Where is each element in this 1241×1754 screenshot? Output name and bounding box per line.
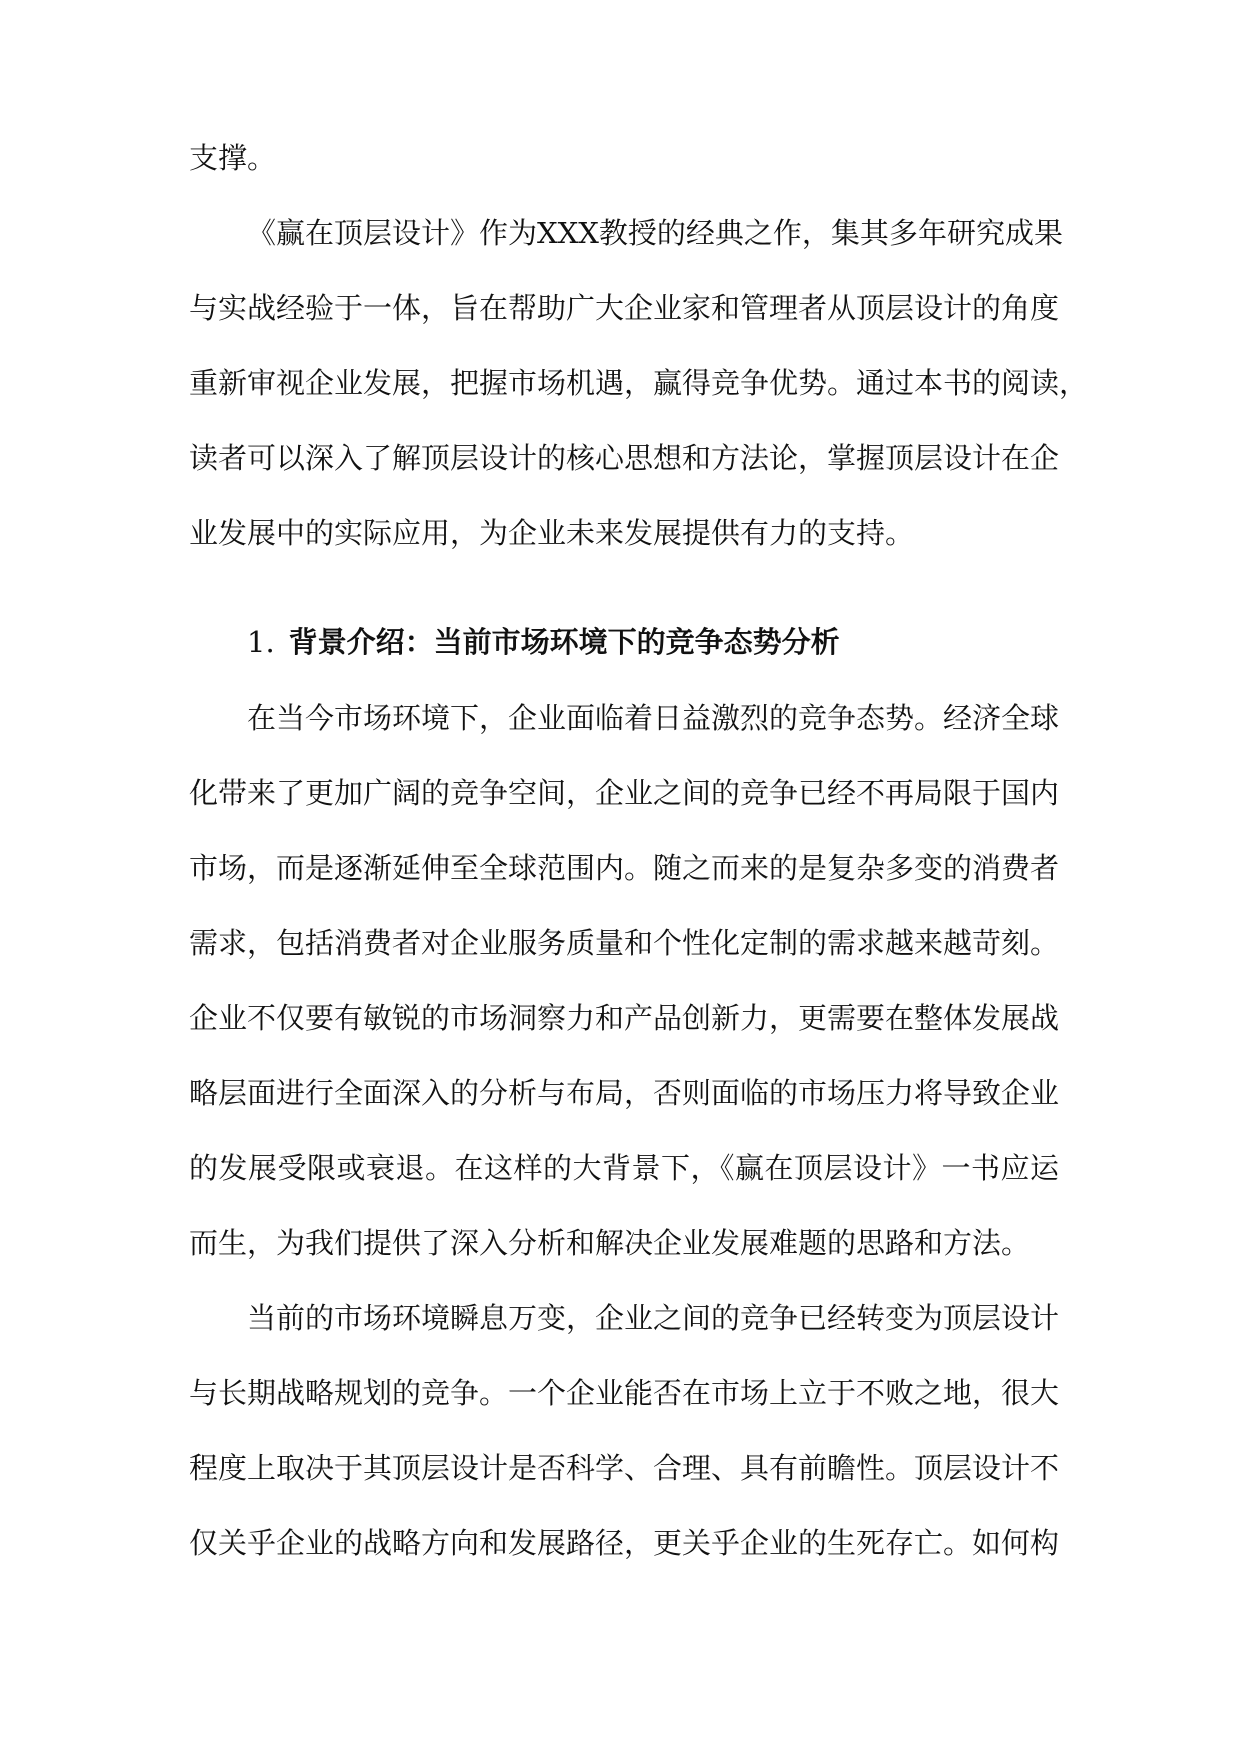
section-title: 背景介绍：当前市场环境下的竞争态势分析 [288, 625, 840, 659]
text-line: 的发展受限或衰退。在这样的大背景下，《赢在顶层设计》一书应运 [189, 1151, 1059, 1185]
text-line: 在当今市场环境下，企业面临着日益激烈的竞争态势。经济全球 [247, 701, 1060, 735]
text-line: 化带来了更加广阔的竞争空间，企业之间的竞争已经不再局限于国内 [189, 776, 1060, 810]
text-line: 当前的市场环境瞬息万变，企业之间的竞争已经转变为顶层设计 [247, 1301, 1060, 1335]
text-line: 程度上取决于其顶层设计是否科学、合理、具有前瞻性。顶层设计不 [189, 1451, 1060, 1485]
section-number: 1. [247, 625, 275, 659]
section-heading [247, 622, 840, 662]
text-line: 略层面进行全面深入的分析与布局，否则面临的市场压力将导致企业 [189, 1076, 1060, 1110]
text-line: 仅关乎企业的战略方向和发展路径，更关乎企业的生死存亡。如何构 [189, 1526, 1060, 1560]
text-line: 业发展中的实际应用，为企业未来发展提供有力的支持。 [189, 516, 915, 550]
text-line: 市场，而是逐渐延伸至全球范围内。随之而来的是复杂多变的消费者 [189, 851, 1060, 885]
text-line: 与实战经验于一体，旨在帮助广大企业家和管理者从顶层设计的角度 [189, 291, 1060, 325]
text-line: 重新审视企业发展，把握市场机遇，赢得竞争优势。通过本书的阅读， [189, 366, 1089, 400]
text-line: 读者可以深入了解顶层设计的核心思想和方法论，掌握顶层设计在企 [189, 441, 1060, 475]
text-line: 与长期战略规划的竞争。一个企业能否在市场上立于不败之地，很大 [189, 1376, 1060, 1410]
text-line: 支撑。 [189, 141, 277, 175]
text-line: 企业不仅要有敏锐的市场洞察力和产品创新力，更需要在整体发展战 [189, 1001, 1060, 1035]
text-line: 而生，为我们提供了深入分析和解决企业发展难题的思路和方法。 [189, 1226, 1031, 1260]
text-line: 《赢在顶层设计》作为XXX教授的经典之作，集其多年研究成果 [247, 216, 1063, 250]
text-line: 需求，包括消费者对企业服务质量和个性化定制的需求越来越苛刻。 [189, 926, 1060, 960]
